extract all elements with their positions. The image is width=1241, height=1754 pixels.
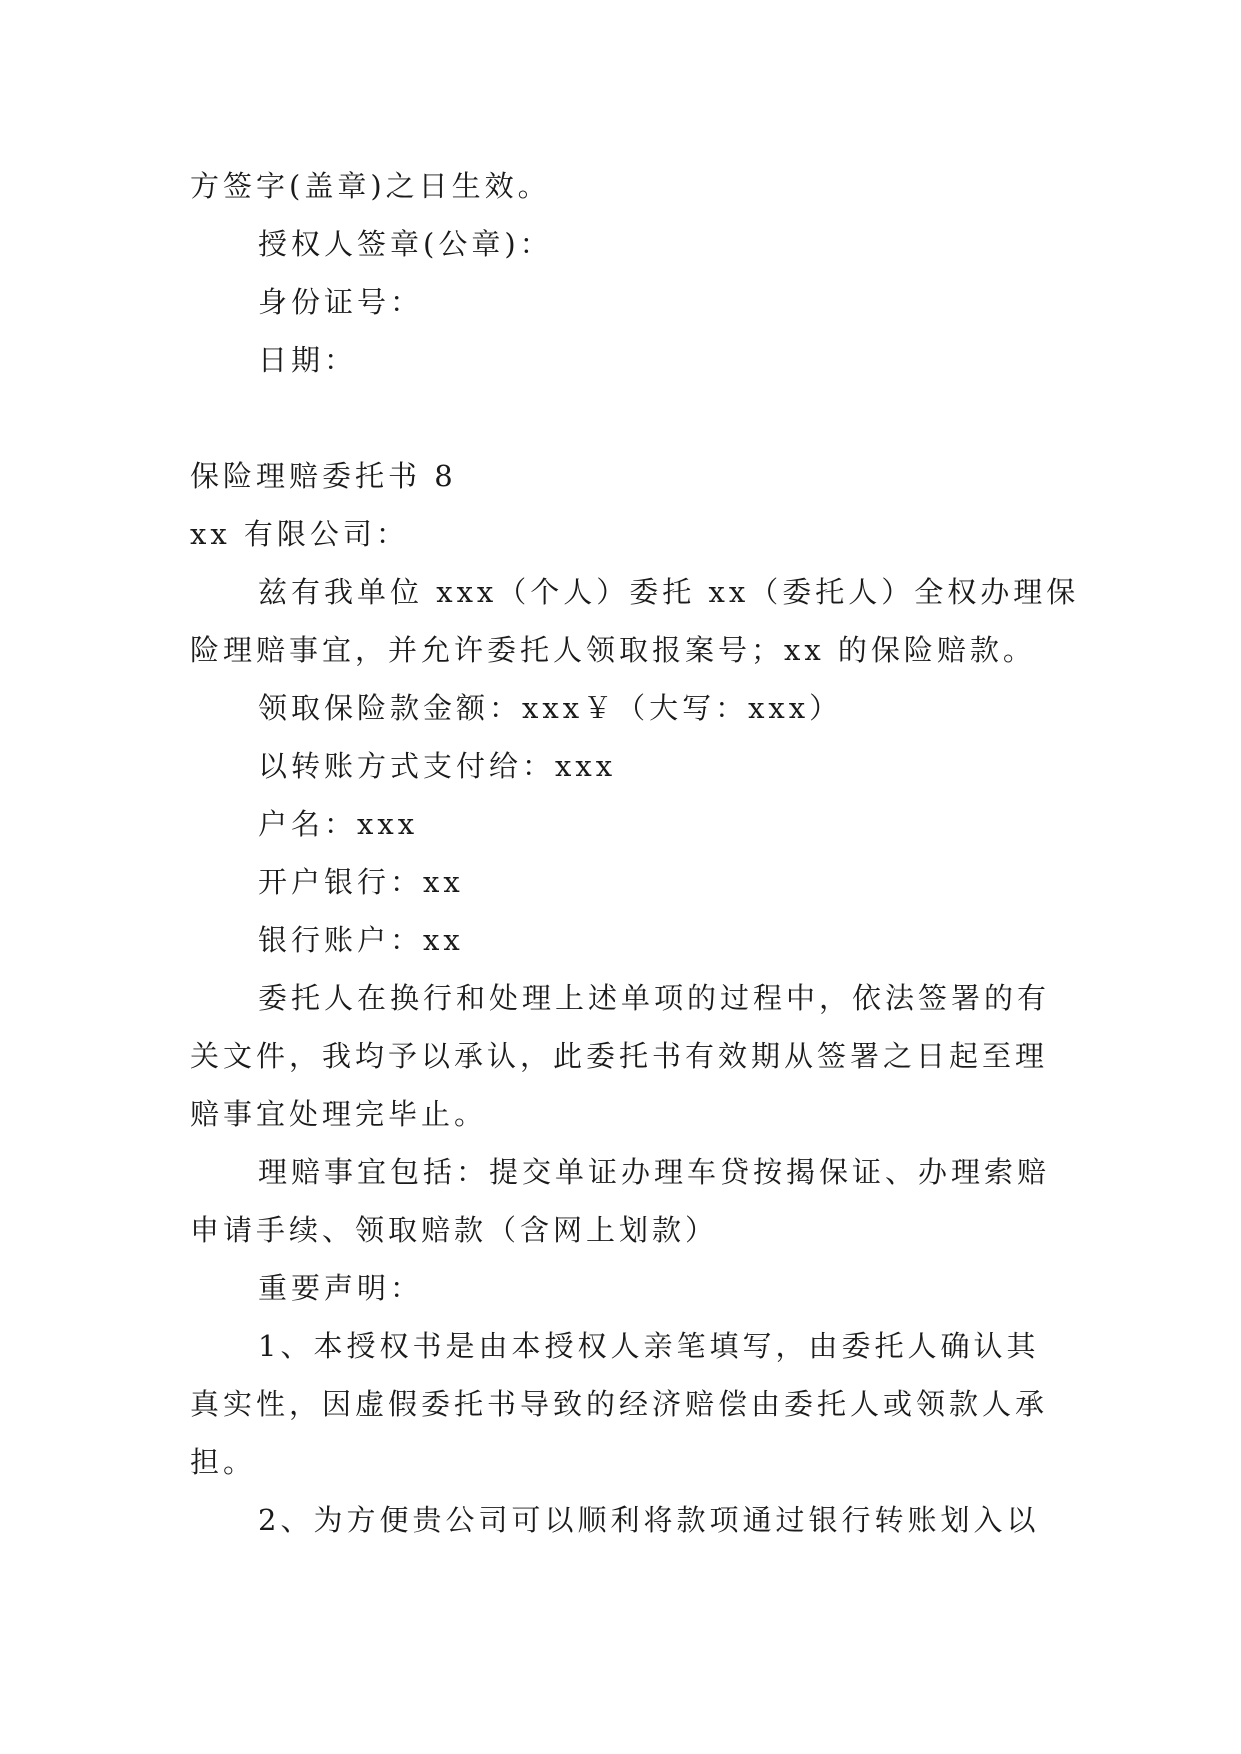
bank-account-line: 银行账户：xx [258, 923, 464, 957]
payment-method-line: 以转账方式支付给：xxx [258, 749, 617, 783]
paragraph-line: 险理赔事宜，并允许委托人领取报案号；xx 的保险赔款。 [190, 633, 1036, 667]
paragraph-line: 兹有我单位 xxx（个人）委托 xx（委托人）全权办理保 [258, 575, 1080, 609]
paragraph-line: 关文件，我均予以承认，此委托书有效期从签署之日起至理 [190, 1039, 1049, 1073]
amount-line: 领取保险款金额：xxx￥（大写：xxx） [258, 691, 843, 725]
paragraph-line: 2、为方便贵公司可以顺利将款项通过银行转账划入以 [258, 1503, 1040, 1537]
section-title: 保险理赔委托书 8 [190, 459, 457, 493]
paragraph-line: 担。 [190, 1445, 257, 1479]
paragraph-line: 理赔事宜包括：提交单证办理车贷按揭保证、办理索赔 [258, 1155, 1051, 1189]
paragraph-line: 1、本授权书是由本授权人亲笔填写，由委托人确认其 [258, 1329, 1040, 1363]
paragraph-line: 申请手续、领取赔款（含网上划款） [190, 1213, 719, 1247]
bank-line: 开户银行：xx [258, 865, 464, 899]
account-name-line: 户名：xxx [258, 807, 419, 841]
declaration-heading: 重要声明： [258, 1271, 424, 1305]
paragraph-line: 委托人在换行和处理上述单项的过程中，依法签署的有 [258, 981, 1051, 1015]
date-label: 日期： [258, 343, 358, 377]
signature-label: 授权人签章(公章)： [258, 227, 553, 261]
paragraph-line: 真实性，因虚假委托书导致的经济赔偿由委托人或领款人承 [190, 1387, 1049, 1421]
text-line: 方签字(盖章)之日生效。 [190, 169, 551, 203]
addressee: xx 有限公司： [190, 517, 409, 551]
id-number-label: 身份证号： [258, 285, 424, 319]
paragraph-line: 赔事宜处理完毕止。 [190, 1097, 488, 1131]
